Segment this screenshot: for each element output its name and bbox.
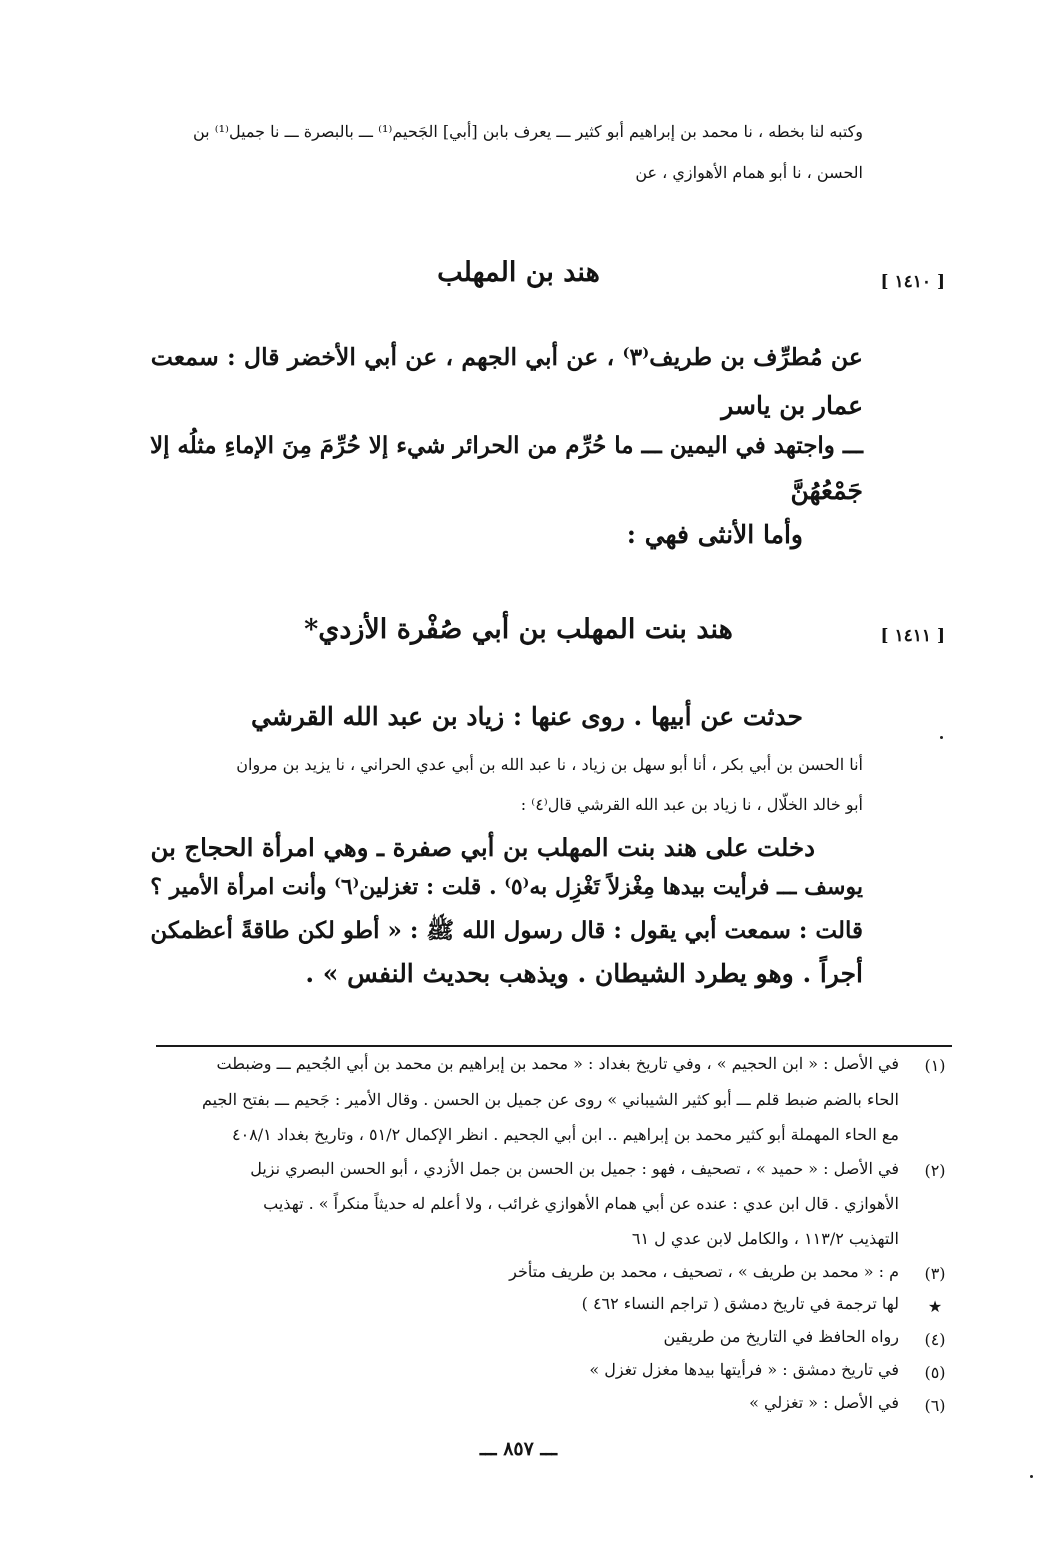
footnote-line: لها ترجمة في تاريخ دمشق ( تراجم النساء ٤٦٢ ) (581, 1294, 899, 1313)
footnote-number: (٤) (924, 1330, 946, 1349)
print-speck (1030, 1475, 1033, 1478)
hadith-line: أجراً . وهو يطرد الشيطان . ويذهب بحديث النفس » . (305, 959, 863, 988)
page-number: ـــ ٨٥٧ ـــ (479, 1438, 558, 1460)
entry-1410-line: ـــ واجتهد في اليمين ـــ ما حُرِّم من الحرائر شيء إلا حُرِّمَ مِنَ الإماءِ مثلُه إلا (149, 432, 863, 459)
footnote-line: مع الحاء المهملة أبو كثير محمد بن إبراهيم .. ابن أبي الجحيم . انظر الإكمال ٥١/٢ ، وتاريخ بغداد ٤٠٨/١ (232, 1125, 899, 1144)
footnote-divider (156, 1045, 952, 1047)
footnote-star-marker: ★ (927, 1297, 943, 1316)
hadith-line: يوسف ـــ فرأيت بيدها مِغْزلاً تَغْزِل به⁽٥⁾ . قلت : تغزلين⁽٦⁾ وأنت امرأة الأمير ؟ (150, 874, 863, 900)
footnote-line: في الأصل : « ابن الحجيم » ، وفي تاريخ بغداد : « محمد بن إبراهيم بن محمد بن أبي الجُحيم ـــ وضبطت (216, 1054, 899, 1073)
entry-number-1411: [ ١٤١١ ] (880, 626, 945, 646)
intro-line-2: الحسن ، نا أبو همام الأهوازي ، عن (635, 163, 863, 182)
entry-1410-line: عن مُطرِّف بن طريف⁽٣⁾ ، عن أبي الجهم ، عن أبي الأخضر قال : سمعت (150, 343, 863, 371)
hadith-line: قالت : سمعت أبي يقول : قال رسول الله ﷺ : « أطو لكن طاقةً أعظمكن (150, 917, 863, 944)
entry-heading-1410: هند بن المهلب (437, 257, 600, 288)
footnote-number: (٦) (924, 1396, 946, 1415)
entry-1410-line: عمار بن ياسر (721, 391, 863, 420)
entry-1411-line-1: حدثت عن أبيها . روى عنها : زياد بن عبد الله القرشي (251, 702, 803, 731)
footnote-number: (٣) (924, 1264, 946, 1283)
footnote-line: رواه الحافظ في التاريخ من طريقين (663, 1327, 899, 1346)
footnote-number: (٢) (924, 1161, 946, 1180)
intro-line-1: وكتبه لنا بخطه ، نا محمد بن إبراهيم أبو كثير ـــ يعرف بابن [أبي] الجَحيم⁽¹⁾ ـــ بالبصرة ـــ نا جميل⁽¹⁾ بن (192, 122, 863, 141)
footnote-line: الحاء بالضم ضبط قلم ـــ أبو كثير الشيباني » روى عن جميل بن الحسن . وقال الأمير : جَحيم ـــ بفتح الجيم (201, 1090, 899, 1109)
footnote-line: في تاريخ دمشق : « فرأيتها بيدها مغزل تغزل » (589, 1360, 899, 1379)
footnote-number: (١) (924, 1056, 946, 1075)
hadith-line: دخلت على هند بنت المهلب بن أبي صفرة ـ وهي امرأة الحجاج بن (150, 833, 815, 862)
footnote-line: في الأصل : « تغزلي » (749, 1393, 899, 1412)
entry-1410-line: وأما الأنثى فهي : (626, 520, 803, 549)
footnote-line: في الأصل : « حميد » ، تصحيف ، فهو : جميل بن الحسن بن جمل الأزدي ، أبو الحسن البصري نزيل (250, 1159, 899, 1178)
footnote-line: التهذيب ١١٣/٢ ، والكامل لابن عدي ل ٦١ (631, 1229, 899, 1248)
print-speck (940, 736, 943, 739)
entry-number-1410: [ ١٤١٠ ] (880, 272, 945, 292)
isnad-line: أبو خالد الخلّال ، نا زياد بن عبد الله القرشي قال⁽٤⁾ : (520, 795, 863, 814)
footnote-line: م : « محمد بن طريف » ، تصحيف ، محمد بن طريف متأخر (509, 1262, 899, 1281)
footnote-line: الأهوازي . قال ابن عدي : عنده عن أبي همام الأهوازي غرائب ، ولا أعلم له حديثاً منكراً » . تهذيب (263, 1194, 899, 1213)
footnote-number: (٥) (924, 1363, 946, 1382)
isnad-line: أنا الحسن بن أبي بكر ، أنا أبو سهل بن زياد ، نا عبد الله بن أبي عدي الحراني ، نا يزيد بن مروان (236, 755, 863, 774)
entry-1410-line: جَمْعُهُنَّ (790, 476, 863, 505)
entry-heading-1411: هند بنت المهلب بن أبي صُفْرة الأزدي* (304, 614, 733, 645)
